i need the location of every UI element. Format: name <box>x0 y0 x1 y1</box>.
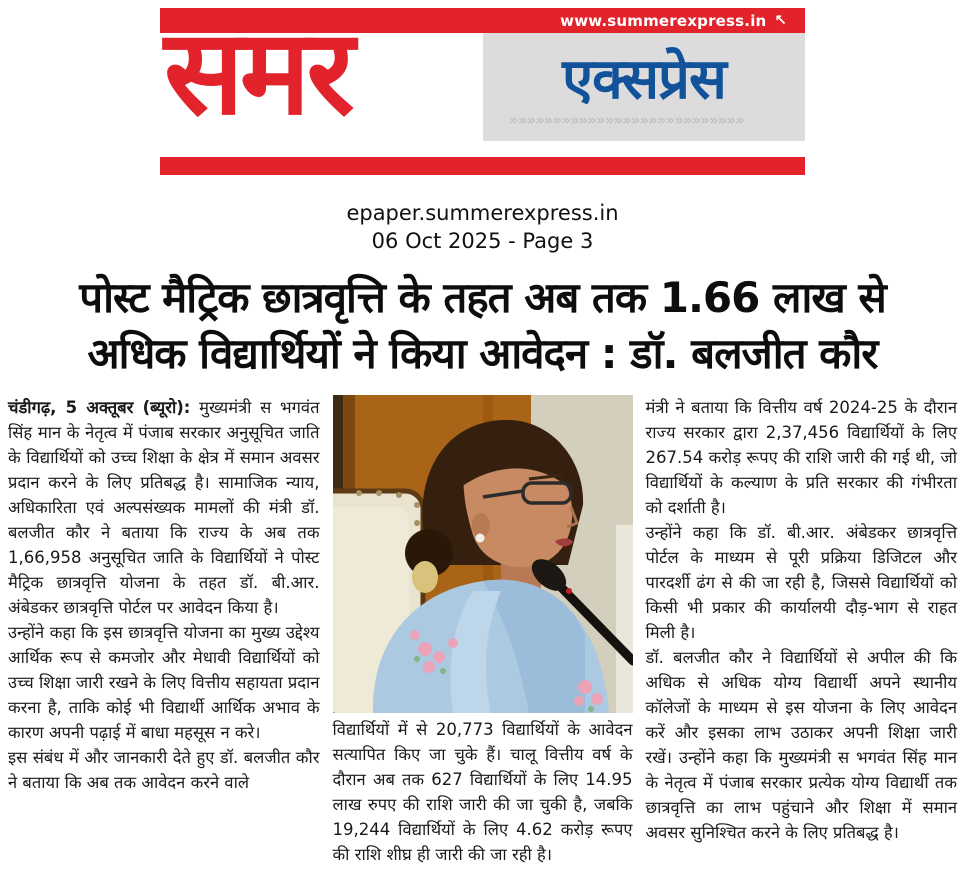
dateline: चंडीगढ़, 5 अक्तूबर (ब्यूरो): <box>8 398 191 418</box>
chevron-pattern-icon: »»»»»»»»»»»»»»»»»»»»»»»»»»» <box>509 110 744 127</box>
paragraph: उन्होंने कहा कि डॉ. बी.आर. अंबेडकर छात्रवृत्ति पोर्टल के माध्यम से पूरी प्रक्रिया डिजिटल और पारदर्शी ढंग से की जा रही है, जिससे विद्यार्थियों को किसी भी प्रकार की कार्यालयी दौड़-भाग से राहत मिली है। <box>645 523 957 643</box>
epaper-meta <box>0 199 965 256</box>
article-column-middle <box>333 395 633 867</box>
logo-subtitle-box <box>483 33 805 141</box>
headline-line-1: पोस्ट मैट्रिक छात्रवृत्ति के तहत अब तक 1.66 लाख से <box>79 272 886 322</box>
logo-title-hindi: समर <box>164 3 351 141</box>
article-body <box>0 395 965 867</box>
logo-subtitle-hindi: एक्सप्रेस <box>562 47 726 113</box>
cursor-arrow-icon: ↖ <box>774 11 787 29</box>
paragraph: डॉ. बलजीत कौर ने विद्यार्थियों से अपील की कि अधिक से अधिक योग्य विद्यार्थी अपने स्थानीय कॉलेजों के माध्यम से इस योजना के लिए आवेदन करें और इसका लाभ उठाकर अपनी शिक्षा जारी रखें। उन्होंने कहा कि मुख्यमंत्री स भगवंत सिंह मान के नेतृत्व में पंजाब सरकार प्रत्येक योग्य विद्यार्थी तक छात्रवृत्ति का लाभ पहुंचाने और शिक्षा में समान अवसर सुनिश्चित करने के लिए प्रतिबद्ध है। <box>645 648 957 843</box>
paragraph: इस संबंध में और जानकारी देते हुए डॉ. बलजीत कौर ने बताया कि अब तक आवेदन करने वाले <box>8 748 320 793</box>
paragraph <box>8 395 320 620</box>
paragraph-text: मुख्यमंत्री स भगवंत सिंह मान के नेतृत्व में पंजाब सरकार अनुसूचित जाति के विद्यार्थियों को उच्च शिक्षा के क्षेत्र में समान अवसर प्रदान करने के लिए प्रतिबद्ध है। सामाजिक न्याय, अधिकारिता एवं अल्पसंख्यक मामलों की मंत्री डॉ. बलजीत कौर ने बताया कि राज्य के अब तक 1,66,958 अनुसूचित जाति के विद्यार्थियों ने पोस्ट मैट्रिक छात्रवृत्ति योजना के तहत डॉ. बी.आर. अंबेडकर छात्रवृत्ति पोर्टल पर आवेदन किया है। <box>8 398 320 618</box>
headline-line-2: अधिक विद्यार्थियों ने किया आवेदन : डॉ. बलजीत कौर <box>87 329 878 379</box>
epaper-date-page: 06 Oct 2025 - Page 3 <box>371 229 594 254</box>
article-column-right <box>646 395 958 867</box>
paragraph: उन्होंने कहा कि इस छात्रवृत्ति योजना का मुख्य उद्देश्य आर्थिक रूप से कमजोर और मेधावी विद्यार्थियों को उच्च शिक्षा जारी रखने के लिए वित्तीय सहायता प्रदान करना है, ताकि कोई भी विद्यार्थी आर्थिक अभाव के कारण अपनी पढ़ाई में बाधा महसूस न करे। <box>8 623 320 743</box>
article-photo <box>333 395 633 713</box>
article-headline <box>0 270 965 383</box>
epaper-site: epaper.summerexpress.in <box>346 201 619 225</box>
newspaper-masthead <box>160 3 805 175</box>
masthead-website-url: www.summerexpress.in <box>560 11 767 30</box>
article-column-left <box>8 395 320 867</box>
paragraph: विद्यार्थियों में से 20,773 विद्यार्थियों के आवेदन सत्यापित किए जा चुके हैं। चालू वित्तीय वर्ष के दौरान अब तक 627 विद्यार्थियों के लिए 14.95 लाख रुपए की राशि जारी की जा चुकी है, जबकि 19,244 विद्यार्थियों के लिए 4.62 करोड़ रूपए की राशि शीघ्र ही जारी की जा रही है। <box>332 720 633 865</box>
photo-light-strip <box>616 525 633 713</box>
masthead-bottom-bar <box>160 157 805 175</box>
paragraph: मंत्री ने बताया कि वित्तीय वर्ष 2024-25 के दौरान राज्य सरकार द्वारा 2,37,456 विद्यार्थियों के लिए 267.54 करोड़ रूपए की राशि जारी की गई थी, जो विद्यार्थियों के कल्याण के प्रति सरकार की गंभीरता को दर्शाती है। <box>645 398 957 518</box>
